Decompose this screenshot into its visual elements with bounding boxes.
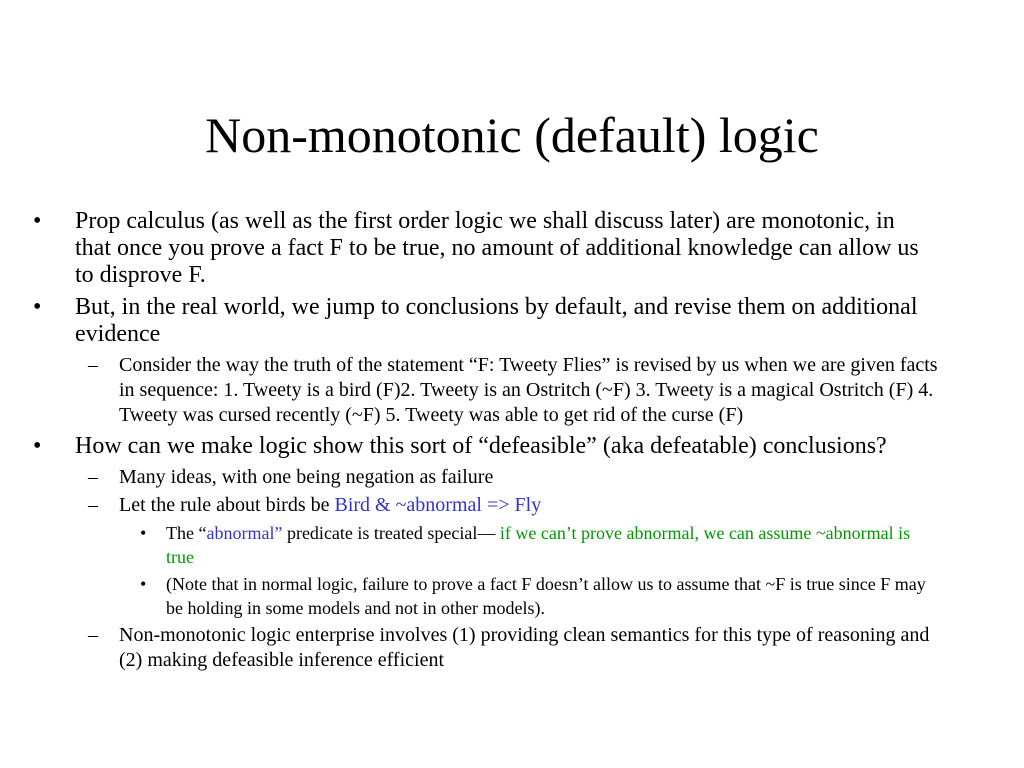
bullet-monotonic	[0, 208, 935, 289]
bullet-real-world	[0, 294, 935, 348]
bullet-text: Prop calculus (as well as the first order logic we shall discuss later) are monotonic, in that once you prove a fact F to be true, no amount of additional knowledge can allow us to disprove F.	[75, 208, 919, 288]
slide-body	[0, 208, 1024, 676]
bullet-marker: •	[33, 433, 42, 459]
assumption-text: if we can’t prove abnormal, we can assume ~abnormal is true	[166, 523, 911, 567]
subbullet-enterprise	[0, 623, 939, 673]
subsubbullet-note	[0, 572, 926, 620]
subbullet-text: Non-monotonic logic enterprise involves (1) providing clean semantics for this type of reasoning and (2) making defeasible inference efficient	[119, 624, 930, 671]
subbullet-text: Let the rule about birds be	[119, 494, 335, 516]
bullet-marker: •	[140, 574, 147, 594]
rule-text: Bird & ~abnormal => Fly	[334, 494, 542, 516]
text-part: The “	[166, 523, 207, 543]
bullet-marker: •	[33, 294, 42, 320]
dash-marker: –	[88, 624, 98, 646]
bullet-defeasible	[0, 433, 935, 460]
note-text: (Note that in normal logic, failure to prove a fact F doesn’t allow us to assume that ~F is true since F may be holding in some models and not in other models).	[166, 574, 926, 618]
bullet-text: But, in the real world, we jump to conclusions by default, and revise them on additional evidence	[75, 294, 918, 347]
slide-title: Non-monotonic (default) logic	[205, 107, 819, 163]
subbullet-negation-as-failure	[0, 465, 939, 490]
dash-marker: –	[88, 494, 98, 516]
subbullet-bird-rule	[0, 493, 939, 518]
subsubbullet-abnormal	[0, 521, 926, 569]
bullet-marker: •	[140, 523, 147, 543]
subbullet-tweety-example	[0, 353, 939, 428]
dash-marker: –	[88, 354, 98, 376]
bullet-text: How can we make logic show this sort of “defeasible” (aka defeatable) conclusions?	[75, 433, 887, 459]
text-part: predicate is treated special—	[282, 523, 500, 543]
subbullet-text: Many ideas, with one being negation as failure	[119, 466, 494, 488]
dash-marker: –	[88, 466, 98, 488]
subbullet-text: Consider the way the truth of the statement “F: Tweety Flies” is revised by us when we are given facts in sequence: 1. Tweety is a bird (F)2. Tweety is an Ostritch (~F) 3. Tweety is a magical Ostritch (F) 4. Tweety was cursed recently (~F) 5. Tweety was able to get rid of the curse (F)	[119, 354, 938, 426]
bullet-marker: •	[33, 208, 42, 234]
abnormal-term: abnormal”	[206, 523, 283, 543]
